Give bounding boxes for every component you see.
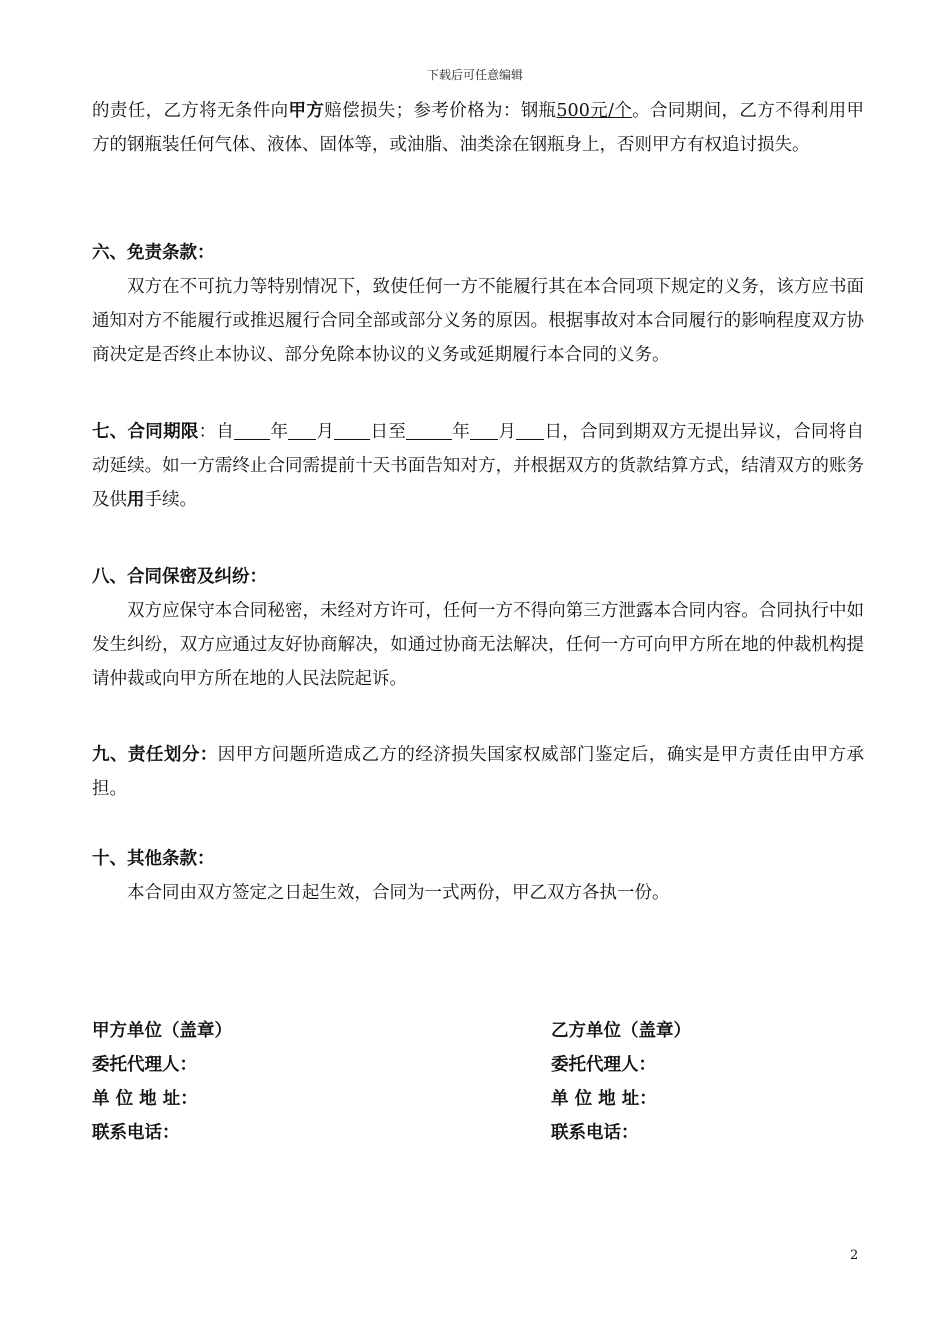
start-year-label: 年 <box>270 422 289 442</box>
section-10 <box>92 842 864 910</box>
intro-text-2: 赔偿损失；参考价格为：钢瓶 <box>324 101 557 121</box>
intro-text-1: 的责任，乙方将无条件向 <box>92 101 289 121</box>
end-day-blank <box>516 421 544 440</box>
section-6-title: 六、免责条款： <box>92 243 215 263</box>
end-month-blank <box>470 421 498 440</box>
section-9-title: 九、责任划分： <box>92 745 218 765</box>
section-8-body: 双方应保守本合同秘密，未经对方许可，任何一方不得向第三方泄露本合同内容。合同执行中如发生纠纷，双方应通过友好协商解决，如通过协商无法解决，任何一方可向甲方所在地的仲裁机构提请仲裁或向甲方所在地的人民法院起诉。 <box>92 601 864 689</box>
party-a-address: 单 位 地 址： <box>92 1089 198 1109</box>
start-day-label: 日至 <box>370 422 407 442</box>
party-b-signature-block <box>551 1014 691 1150</box>
party-a-agent: 委托代理人： <box>92 1055 197 1075</box>
section-7-end: 手续。 <box>144 490 197 510</box>
section-8 <box>92 560 864 696</box>
intro-party-a: 甲方 <box>288 101 325 121</box>
start-month-blank <box>288 421 316 440</box>
end-year-label: 年 <box>452 422 471 442</box>
intro-text-3: 。合同期间，乙方不得利用甲方的钢瓶装任何气体、液体、固体等，或油脂、油类涂在钢瓶身上，否则甲方有权追讨损失。 <box>92 101 865 155</box>
section-7-title: 七、合同期限 <box>92 422 199 442</box>
page-header: 下载后可任意编辑 <box>426 68 523 82</box>
party-a-signature-block <box>92 1014 232 1150</box>
party-b-agent: 委托代理人： <box>551 1055 656 1075</box>
start-year-blank <box>234 421 270 440</box>
section-7-colon: ： <box>198 422 217 442</box>
section-7-body: 日，合同到期双方无提出异议，合同将自动延续。如一方需终止合同需提前十天书面告知对方，并根据双方的货款结算方式，结清双方的账务及供 <box>92 422 865 510</box>
party-b-address: 单 位 地 址： <box>551 1089 657 1109</box>
section-9-body: 因甲方问题所造成乙方的经济损失国家权威部门鉴定后，确实是甲方责任由甲方承担。 <box>92 745 864 799</box>
page-number: 2 <box>850 1248 859 1263</box>
section-9 <box>92 738 864 806</box>
section-7 <box>92 415 864 517</box>
section-7-from: 自 <box>216 422 235 442</box>
start-month-label: 月 <box>316 422 335 442</box>
intro-price: 500元/个 <box>556 101 633 121</box>
party-a-unit: 甲方单位（盖章） <box>92 1021 232 1041</box>
section-10-title: 十、其他条款： <box>92 849 215 869</box>
party-b-phone: 联系电话： <box>551 1123 639 1143</box>
end-year-blank <box>406 421 452 440</box>
section-10-body: 本合同由双方签定之日起生效，合同为一式两份，甲乙双方各执一份。 <box>127 883 670 903</box>
section-6 <box>92 236 864 372</box>
start-day-blank <box>334 421 370 440</box>
intro-paragraph <box>92 94 864 162</box>
section-8-title: 八、合同保密及纠纷： <box>92 567 267 587</box>
section-7-bold-use: 用 <box>127 490 145 510</box>
party-b-unit: 乙方单位（盖章） <box>551 1021 691 1041</box>
section-6-body: 双方在不可抗力等特别情况下，致使任何一方不能履行其在本合同项下规定的义务，该方应书面通知对方不能履行或推迟履行合同全部或部分义务的原因。根据事故对本合同履行的影响程度双方协商决定是否终止本协议、部分免除本协议的义务或延期履行本合同的义务。 <box>92 277 864 365</box>
party-a-phone: 联系电话： <box>92 1123 180 1143</box>
end-month-label: 月 <box>498 422 517 442</box>
